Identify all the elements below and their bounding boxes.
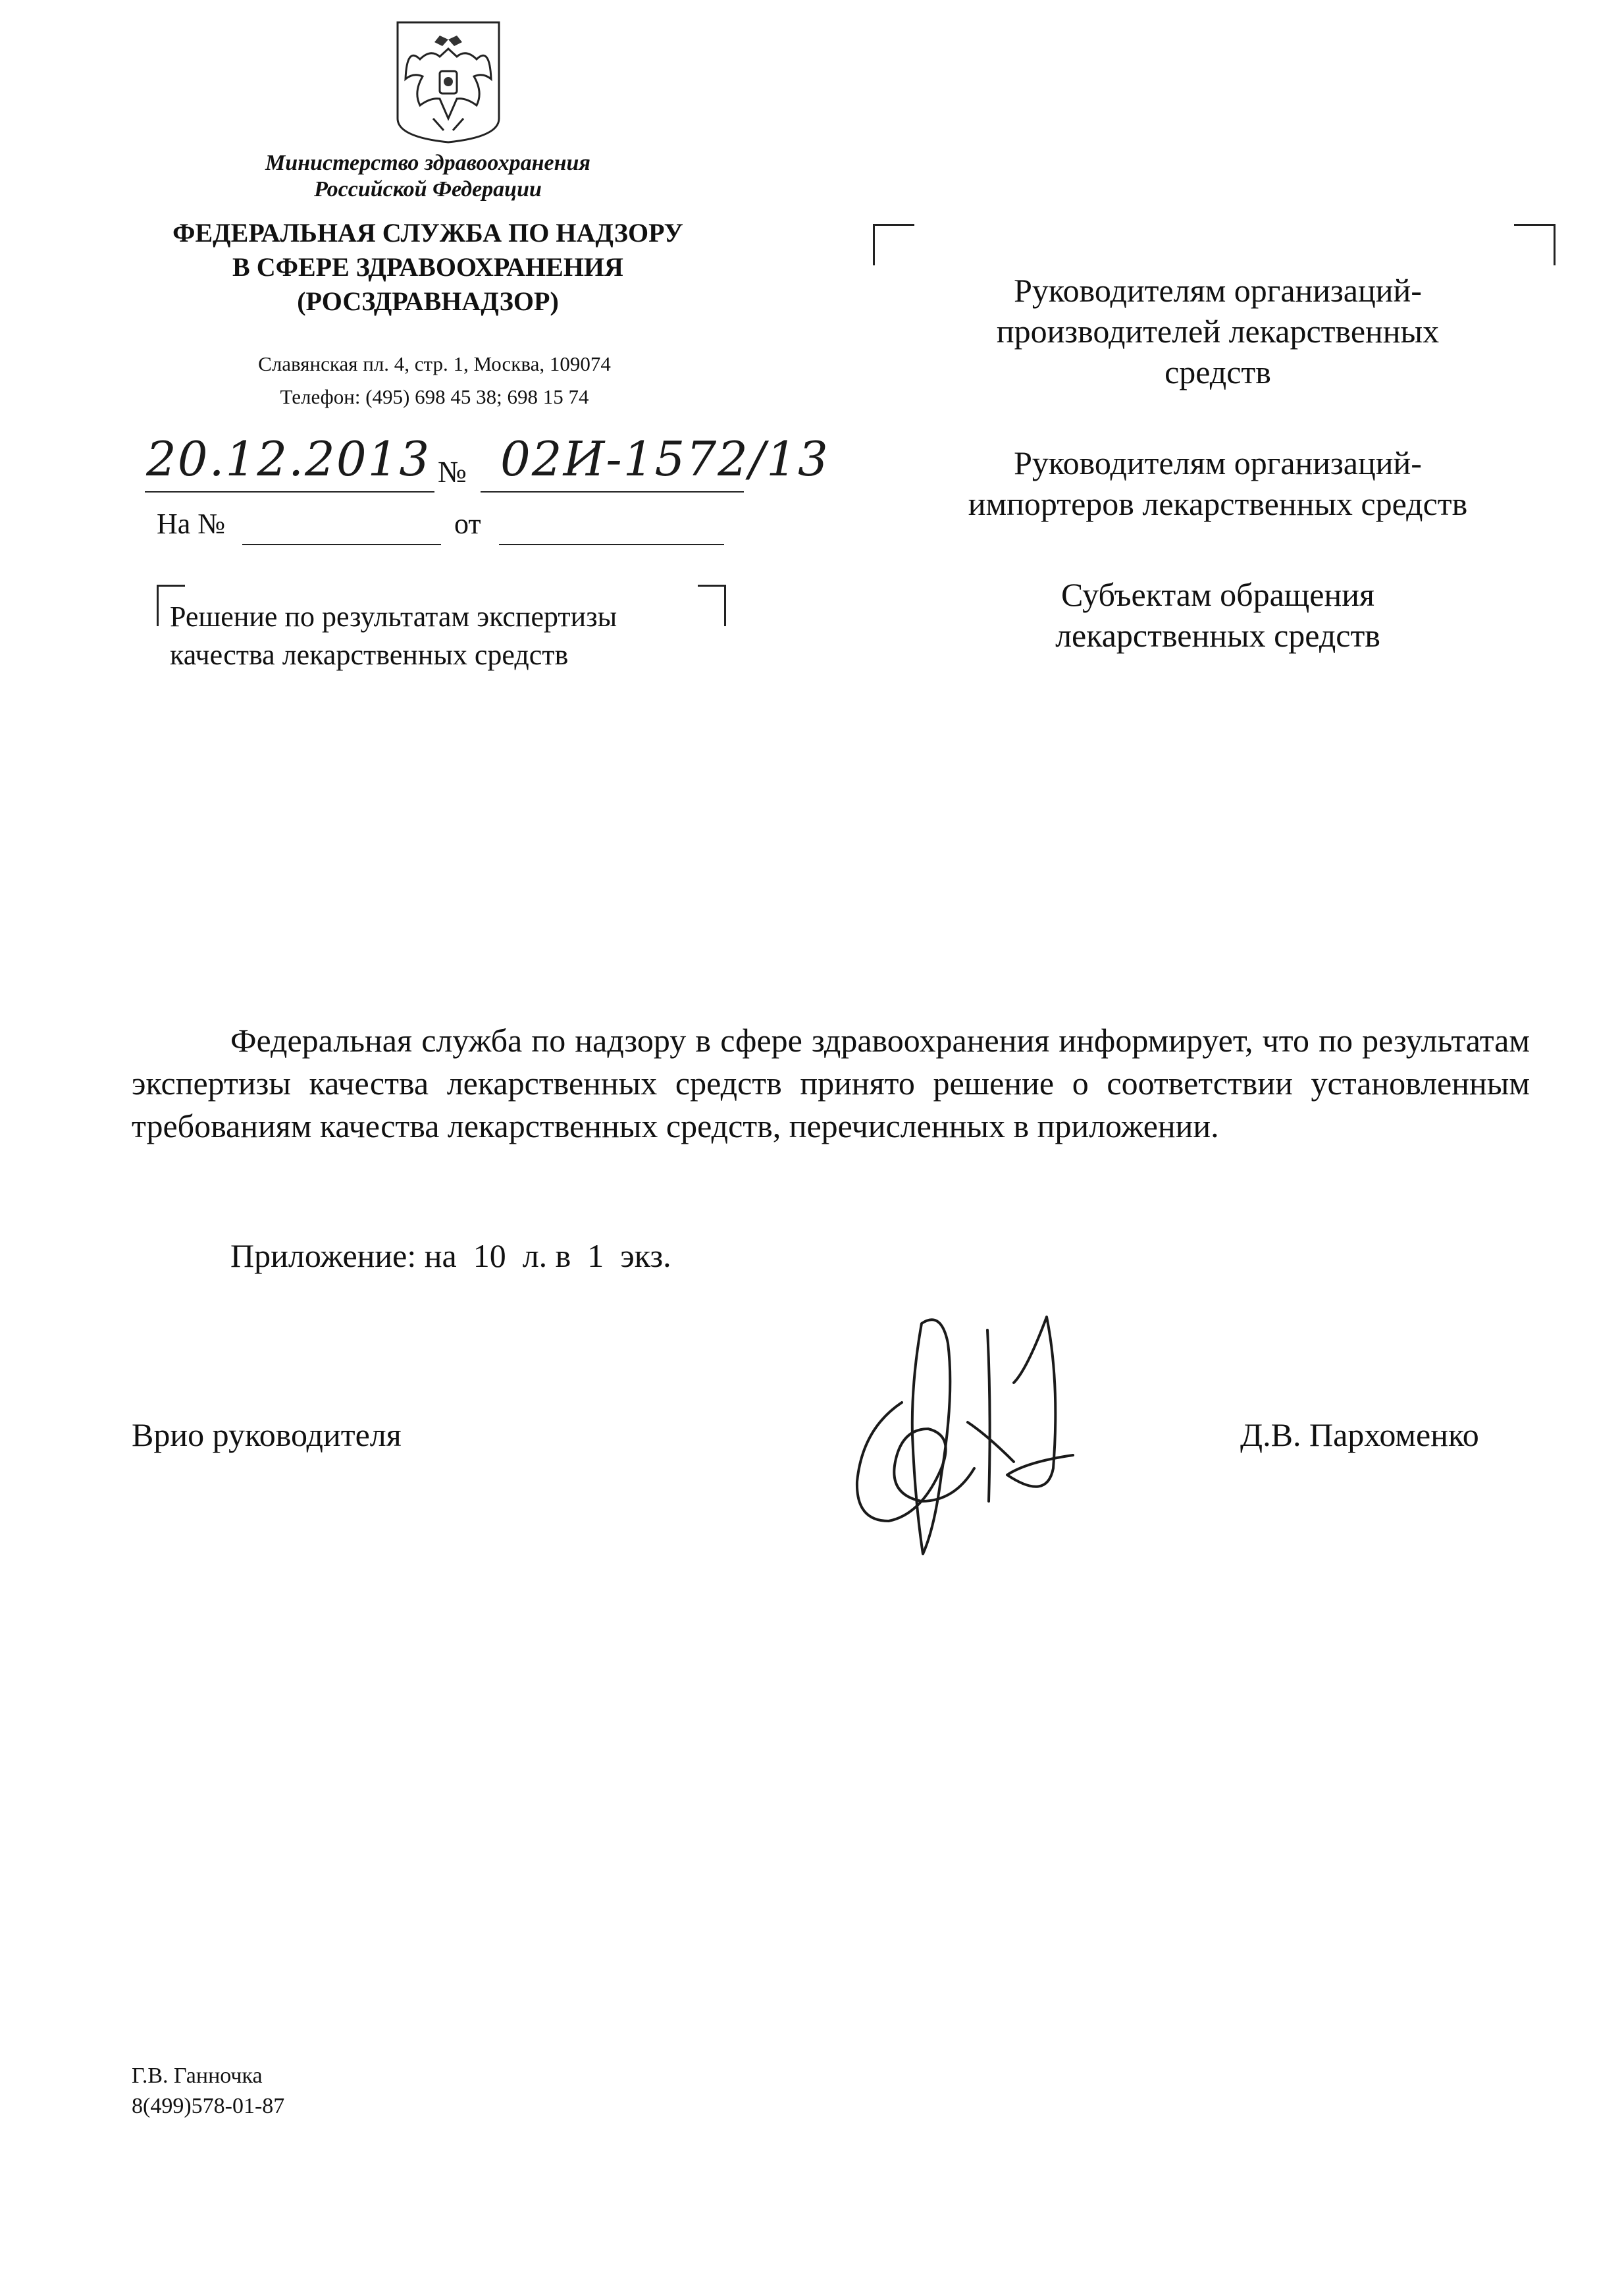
addressee-line: Субъектам обращения: [1061, 576, 1374, 613]
service-phone: Телефон: (495) 698 45 38; 698 15 74: [280, 385, 589, 408]
addressee-line: импортеров лекарственных средств: [968, 485, 1468, 522]
ministry-line-1: Министерство здравоохранения: [265, 151, 590, 175]
reference-number-label: На №: [157, 508, 226, 540]
reference-from-label: от: [454, 508, 481, 540]
addressee-line: Руководителям организаций-: [1014, 272, 1422, 309]
addressee-corner-right: [1514, 224, 1556, 265]
executor-phone: 8(499)578-01-87: [132, 2094, 285, 2118]
body-paragraph: Федеральная служба по надзору в сфере здравоохранения информирует, что по результатам экспертизы качества лекарственных средств принято решение о соответствии установленным требованиям качества лекарственных средств, перечисленных в приложении.: [132, 1022, 1530, 1144]
reference-number-line: [242, 544, 441, 545]
service-contacts: [197, 348, 671, 414]
subject-line-2: качества лекарственных средств: [170, 639, 569, 671]
addressee-line: производителей лекарственных: [996, 313, 1440, 350]
service-line-2: В СФЕРЕ ЗДРАВООХРАНЕНИЯ: [232, 252, 623, 282]
reference-from-line: [499, 544, 724, 545]
executor-name: Г.В. Ганночка: [132, 2064, 263, 2088]
addressee-importers: [876, 442, 1560, 524]
coat-of-arms-icon: [394, 20, 503, 145]
addressee-manufacturers: [876, 270, 1560, 392]
letter-subject: [170, 598, 617, 674]
letter-body: [132, 1019, 1530, 1148]
service-address: Славянская пл. 4, стр. 1, Москва, 109074: [258, 352, 611, 375]
ministry-name: [132, 150, 724, 203]
addressee-corner-left: [873, 224, 914, 265]
number-underline: [481, 491, 744, 493]
number-sign: №: [438, 455, 467, 489]
appendix-note: Приложение: на 10 л. в 1 экз.: [230, 1237, 671, 1274]
addressee-circulation-subjects: [876, 574, 1560, 656]
service-line-1: ФЕДЕРАЛЬНАЯ СЛУЖБА ПО НАДЗОРУ: [172, 218, 683, 248]
date-underline: [145, 491, 434, 493]
signatory-name: Д.В. Пархоменко: [1240, 1416, 1479, 1453]
subject-corner-right: [698, 585, 726, 626]
registration-date: 20.12.2013: [146, 431, 431, 487]
handwritten-signature: [849, 1304, 1093, 1580]
addressee-line: средств: [1164, 354, 1271, 390]
subject-line-1: Решение по результатам экспертизы: [170, 601, 617, 633]
service-line-3: (РОСЗДРАВНАДЗОР): [297, 286, 559, 316]
service-name: [132, 216, 724, 319]
registration-number: 02И-1572/13: [500, 431, 829, 487]
signatory-role: Врио руководителя: [132, 1416, 402, 1453]
ministry-line-2: Российской Федерации: [314, 177, 542, 201]
addressee-line: лекарственных средств: [1055, 617, 1380, 654]
executor-info: [132, 2061, 284, 2122]
addressee-line: Руководителям организаций-: [1014, 444, 1422, 481]
